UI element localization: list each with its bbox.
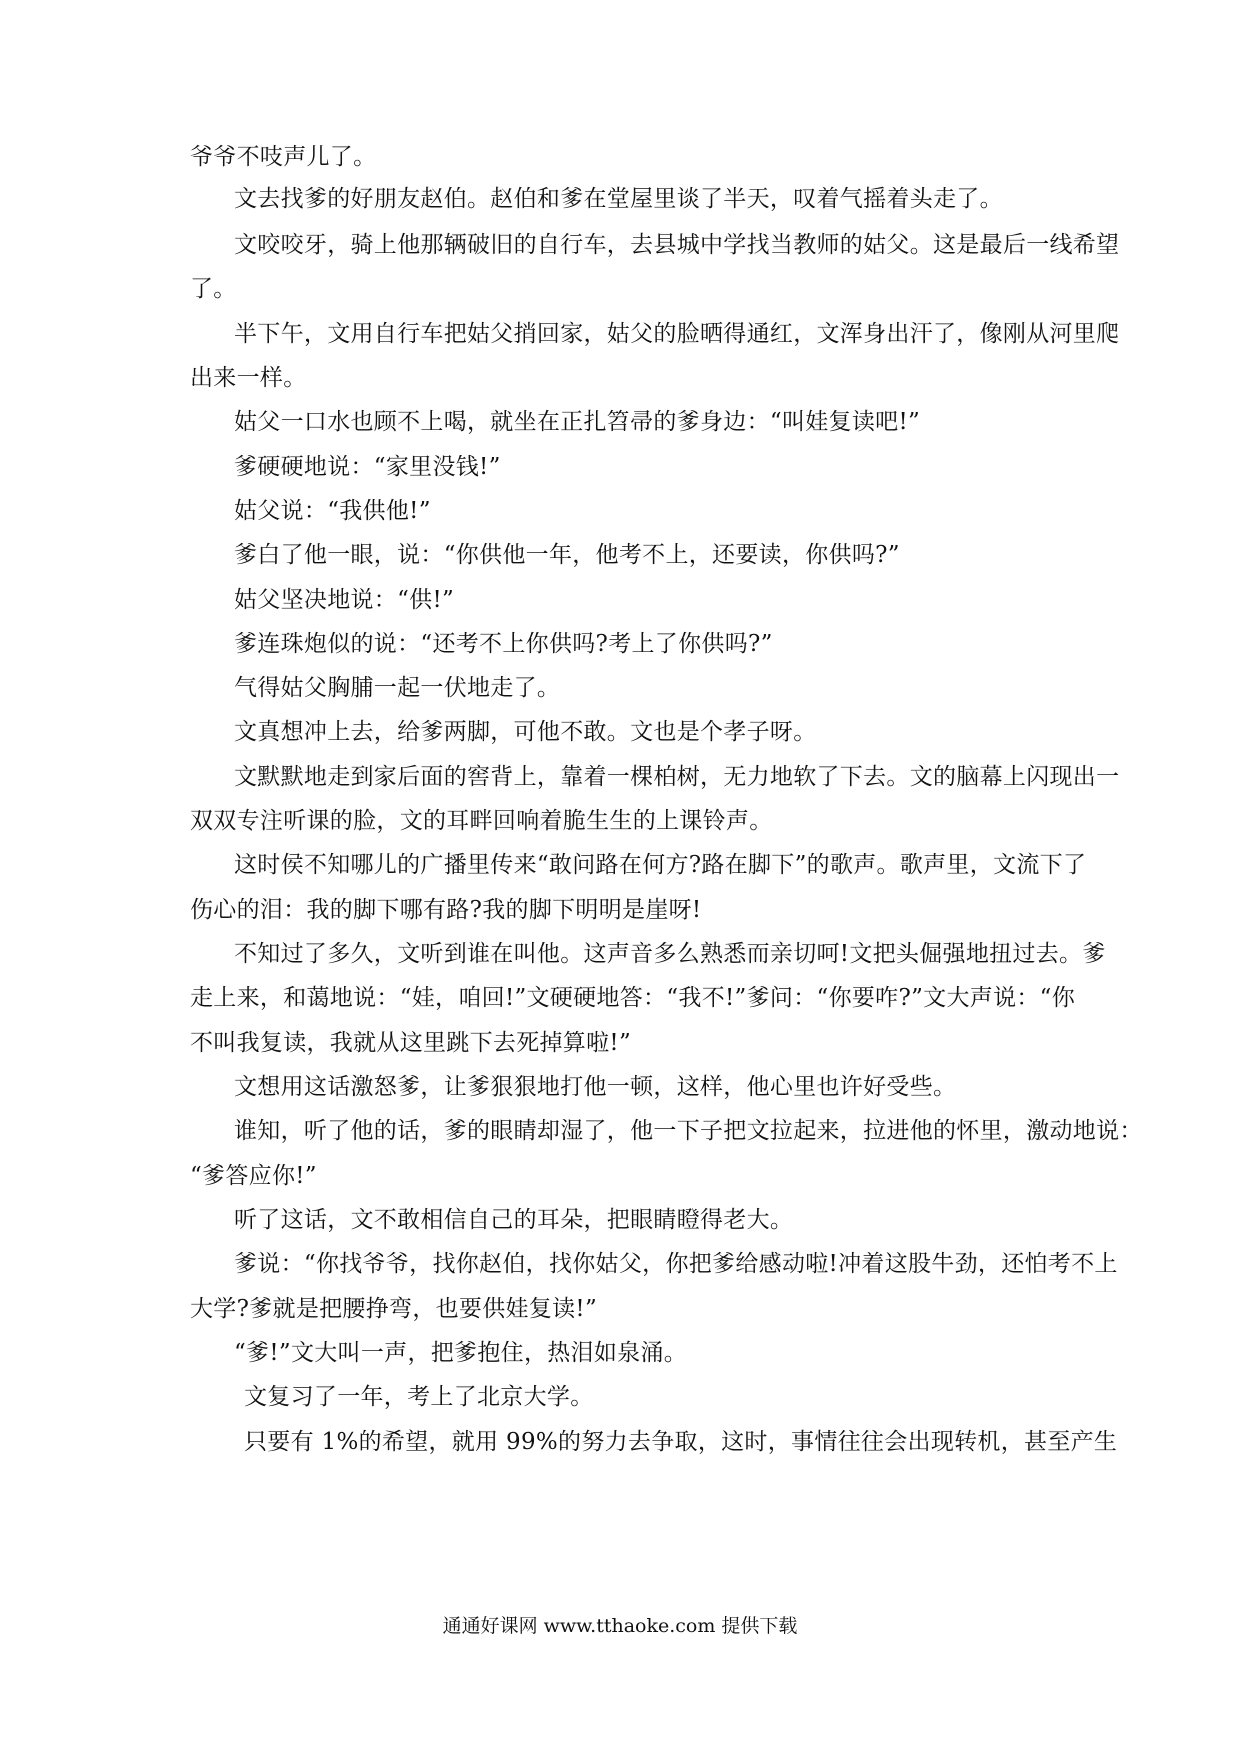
text-line: 姑父坚决地说：“供!” [234,587,455,613]
text-line: 姑父说：“我供他!” [234,498,431,524]
text-line: 谁知，听了他的话，爹的眼睛却湿了，他一下子把文拉起来，拉进他的怀里，激动地说： [234,1118,1143,1144]
text-line: 爹说：“你找爷爷，找你赵伯，找你姑父，你把爹给感动啦!冲着这股牛劲，还怕考不上 [234,1251,1118,1277]
text-line: 文想用这话激怒爹，让爹狠狠地打他一顿，这样，他心里也许好受些。 [234,1074,957,1100]
text-line: 这时侯不知哪儿的广播里传来“敢问路在何方?路在脚下”的歌声。歌声里，文流下了 [234,852,1087,878]
text-line: “爹答应你!” [190,1163,317,1189]
text-line: 爹白了他一眼，说：“你供他一年，他考不上，还要读，你供吗?” [234,542,900,568]
text-line: 听了这话，文不敢相信自己的耳朵，把眼睛瞪得老大。 [234,1207,794,1233]
text-line: 爹硬硬地说：“家里没钱!” [234,454,501,480]
text-line: 不叫我复读，我就从这里跳下去死掉算啦!” [190,1030,632,1056]
text-line: 走上来，和蔼地说：“娃，咱回!”文硬硬地答：“我不!”爹问：“你要咋?”文大声说：“你 [190,985,1076,1011]
text-line: 出来一样。 [190,365,307,391]
text-line: 气得姑父胸脯一起一伏地走了。 [234,675,561,701]
text-line: 姑父一口水也顾不上喝，就坐在正扎笤帚的爹身边：“叫娃复读吧!” [234,409,921,435]
text-line: 半下午，文用自行车把姑父捎回家，姑父的脸晒得通红，文浑身出汗了，像刚从河里爬 [234,321,1120,347]
text-line: 大学?爹就是把腰挣弯，也要供娃复读!” [190,1296,598,1322]
text-line: 伤心的泪：我的脚下哪有路?我的脚下明明是崖呀! [190,897,702,923]
text-line: 爷爷不吱声儿了。 [190,144,377,170]
text-line: 爹连珠炮似的说：“还考不上你供吗?考上了你供吗?” [234,631,773,657]
text-line: 文咬咬牙，骑上他那辆破旧的自行车，去县城中学找当教师的姑父。这是最后一线希望 [234,232,1120,258]
text-line: 文去找爹的好朋友赵伯。赵伯和爹在堂屋里谈了半天，叹着气摇着头走了。 [234,186,1003,212]
text-line: 只要有 1%的希望，就用 99%的努力去争取，这时，事情往往会出现转机，甚至产生 [244,1429,1118,1455]
text-line: 不知过了多久，文听到谁在叫他。这声音多么熟悉而亲切呵!文把头倔强地扭过去。爹 [234,941,1106,967]
text-line: 文真想冲上去，给爹两脚，可他不敢。文也是个孝子呀。 [234,719,817,745]
text-line: 了。 [190,276,237,302]
text-line: 双双专注听课的脸，文的耳畔回响着脆生生的上课铃声。 [190,808,773,834]
text-line: “爹!”文大叫一声，把爹抱住，热泪如泉涌。 [234,1340,688,1366]
text-line: 文复习了一年，考上了北京大学。 [244,1384,594,1410]
page-footer: 通通好课网 www.tthaoke.com 提供下载 [442,1615,798,1637]
text-line: 文默默地走到家后面的窖背上，靠着一棵柏树，无力地软了下去。文的脑幕上闪现出一 [234,764,1120,790]
